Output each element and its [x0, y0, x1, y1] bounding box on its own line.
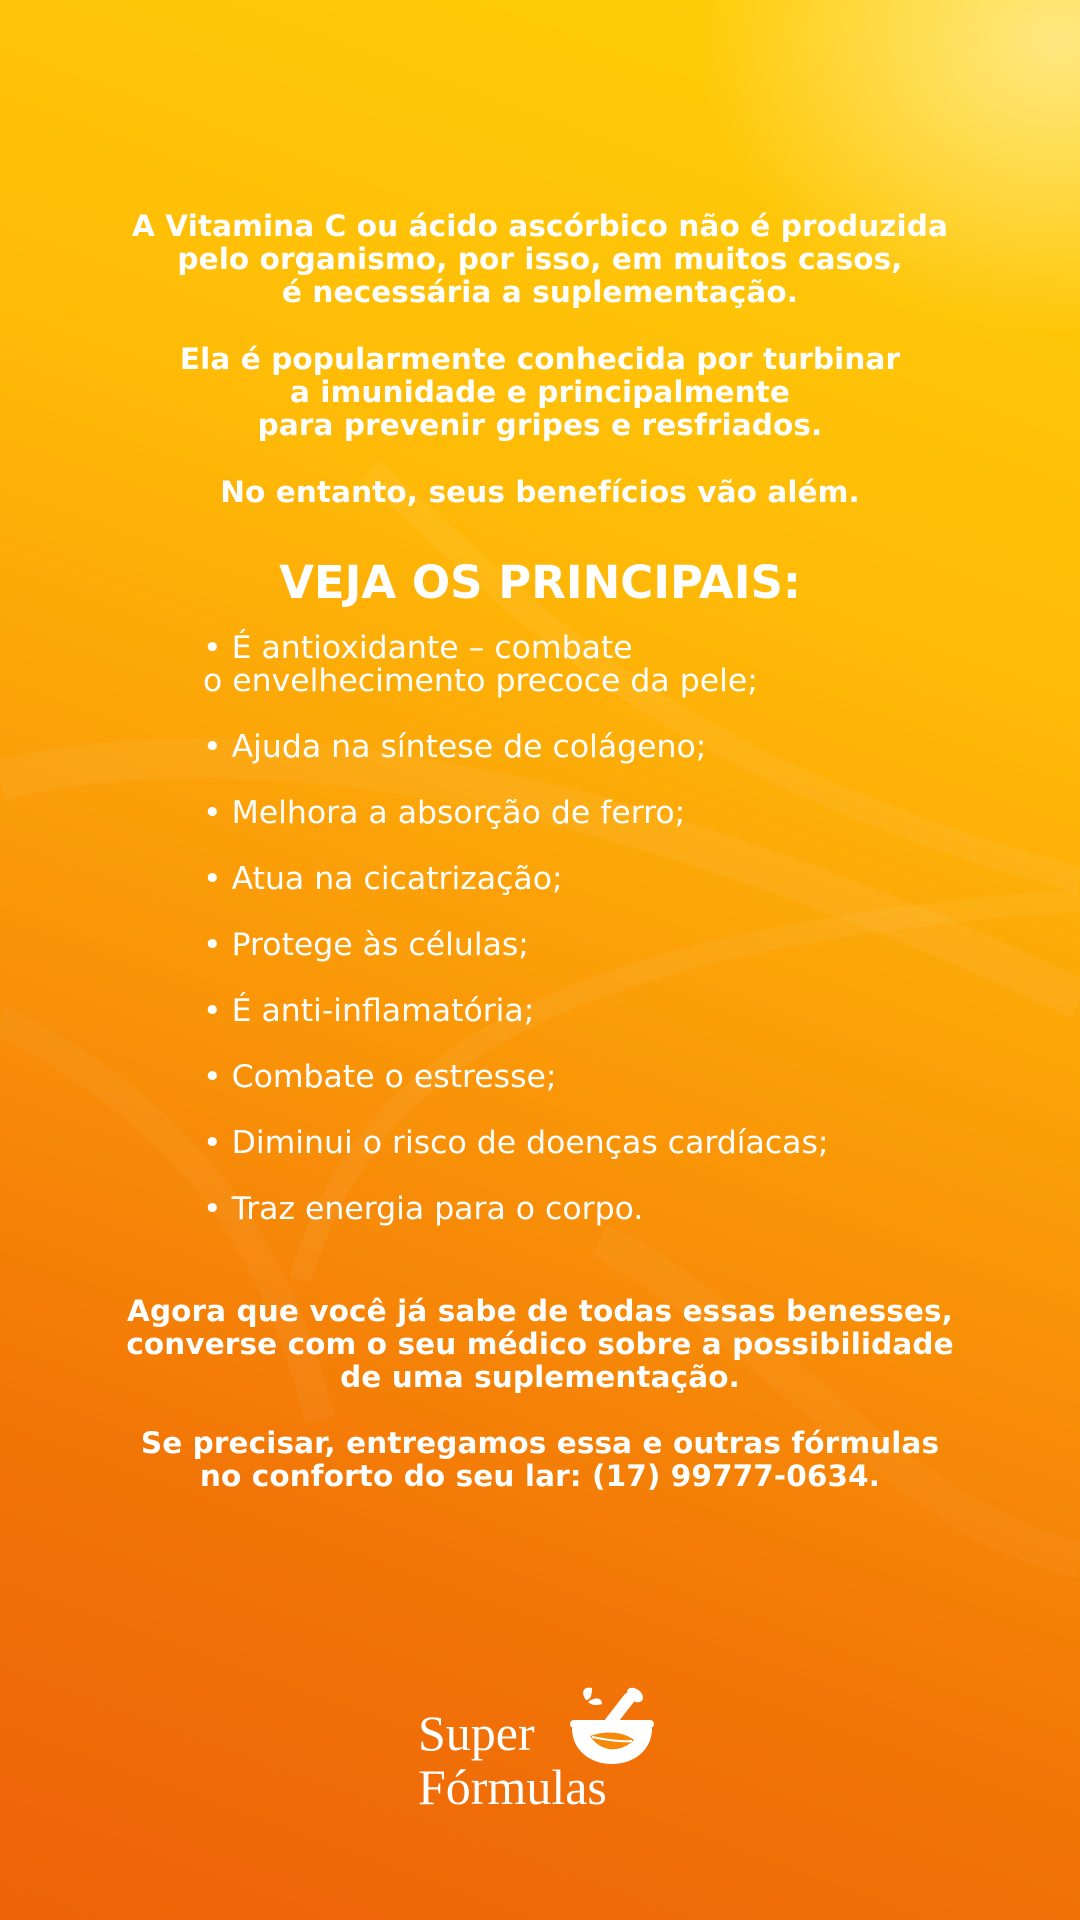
- closing-line: no conforto do seu lar: (17) 99777-0634.: [199, 1459, 881, 1493]
- intro-paragraph-3: [60, 476, 1020, 509]
- benefit-item: • Atua na cicatrização;: [203, 861, 563, 897]
- intro-line: A Vitamina C ou ácido ascórbico não é produzida: [132, 209, 948, 243]
- benefit-item: • Melhora a absorção de ferro;: [203, 795, 686, 831]
- benefit-item: • Ajuda na síntese de colágeno;: [203, 729, 707, 765]
- logo-word-formulas: Fórmulas: [418, 1759, 607, 1815]
- closing-line: Agora que você já sabe de todas essas benesses,: [127, 1294, 953, 1328]
- intro-paragraph-2: [60, 343, 1020, 442]
- intro-line: No entanto, seus benefícios vão além.: [220, 475, 860, 509]
- closing-paragraph-1: [60, 1295, 1020, 1394]
- intro-line: é necessária a suplementação.: [281, 275, 799, 309]
- closing-line: de uma suplementação.: [340, 1360, 740, 1394]
- closing-paragraph-2: [60, 1427, 1020, 1493]
- benefit-item: • É anti-inflamatória;: [203, 993, 535, 1029]
- mortar-pestle-leaf-icon: [556, 1686, 662, 1768]
- section-heading: VEJA OS PRINCIPAIS:: [279, 556, 801, 609]
- intro-line: para prevenir gripes e resfriados.: [257, 408, 823, 442]
- benefits-list: [203, 632, 1023, 1259]
- benefit-item: • É antioxidante – combate o envelhecimento precoce da pele;: [203, 630, 758, 699]
- intro-line: a imunidade e principalmente: [289, 375, 790, 409]
- benefit-item: • Diminui o risco de doenças cardíacas;: [203, 1125, 829, 1161]
- logo-word-super: Super: [418, 1705, 535, 1761]
- benefit-item: • Combate o estresse;: [203, 1059, 557, 1095]
- benefit-item: • Protege às células;: [203, 927, 529, 963]
- brand-logo: [418, 1686, 668, 1816]
- benefit-item: • Traz energia para o corpo.: [203, 1191, 644, 1227]
- intro-line: pelo organismo, por isso, em muitos casos,: [177, 242, 903, 276]
- closing-line: converse com o seu médico sobre a possibilidade: [126, 1327, 954, 1361]
- intro-line: Ela é popularmente conhecida por turbinar: [179, 342, 901, 376]
- intro-paragraph-1: [60, 210, 1020, 309]
- closing-line: Se precisar, entregamos essa e outras fórmulas: [140, 1426, 940, 1460]
